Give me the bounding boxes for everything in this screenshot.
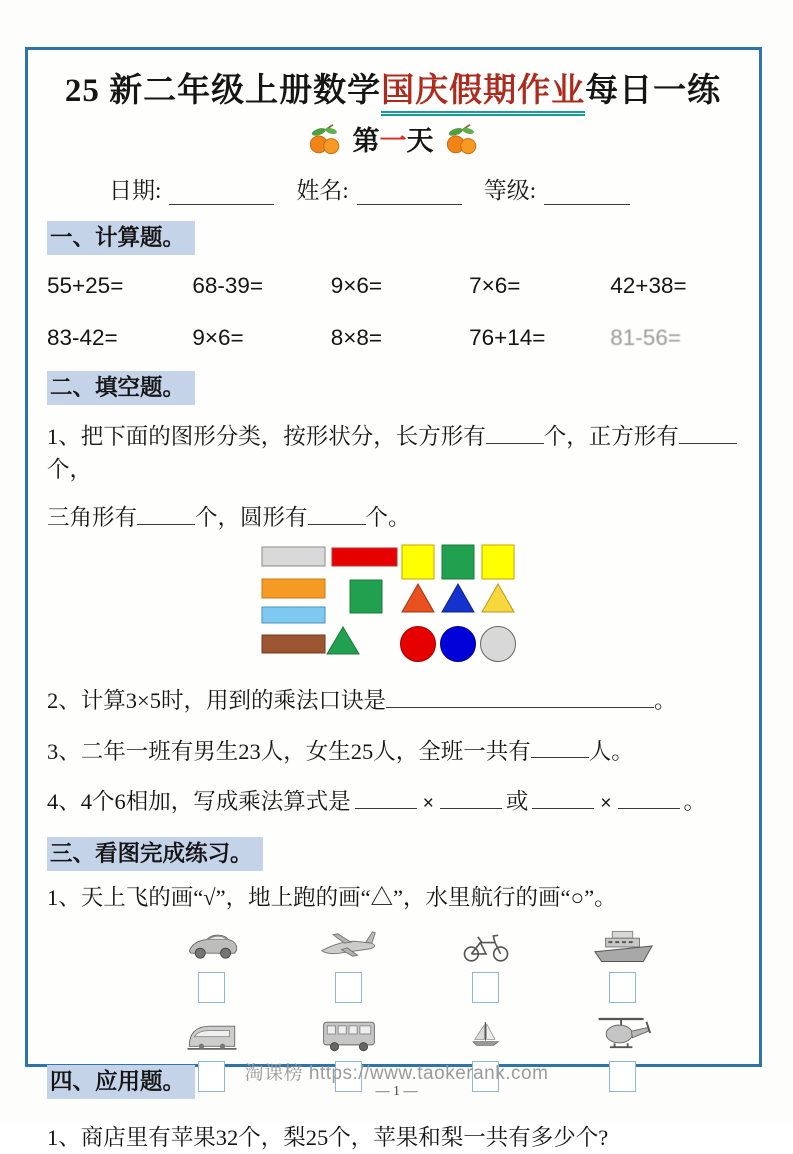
q2-text: 。 [653,687,677,713]
date-blank-line [169,178,274,205]
fill-q4 [47,782,739,819]
q2-text: 2、计算3×5时，用到的乘法口诀是 [47,687,386,713]
shape-rect [262,547,325,566]
q1-text: 1、把下面的图形分类，按形状分，长方形有 [47,424,486,450]
sailboat-icon [417,1010,554,1058]
shape-rect [262,607,325,623]
tangerine-icon [444,123,480,155]
bus-icon [280,1010,417,1058]
title-highlight: 国庆假期作业 [381,73,585,116]
answer-box-bicycle [472,972,499,1003]
answer-blank [532,782,594,809]
q1-text: 个，圆形有 [195,505,308,531]
title-prefix: 25 新二年级上册数学 [64,73,382,109]
q1-text: 个， [47,456,93,482]
q1-text: 三角形有 [47,505,138,531]
answer-blank [386,681,654,708]
shape-circle [441,626,476,661]
train-icon [143,1010,280,1058]
shape-triangle [442,584,474,612]
answer-blank [137,498,195,525]
calc-problem-grid [47,273,739,351]
q1-text: 个，正方形有 [543,424,679,450]
answer-box-cell [554,969,691,1010]
page-content [28,50,759,1154]
calc-problem: 42+38= [610,273,687,299]
day-number: 一 [379,126,407,156]
calc-problem: 76+14= [469,325,546,351]
shapes-figure [258,543,528,667]
shape-circle [481,626,516,661]
day-row [47,119,739,158]
airplane-icon [280,921,417,969]
tangerine-icon [307,123,343,155]
look-q1: 1、天上飞的画“√”，地上跑的画“△”，水里航行的画“○”。 [47,884,617,910]
q4-text: 。 [683,789,707,814]
grade-blank-line [544,178,630,205]
shape-triangle [327,627,359,654]
name-field [296,172,461,205]
calc-problem: 9×6= [192,325,244,351]
answer-box-ship [609,972,636,1003]
grade-label: 等级: [483,178,537,203]
grade-field [484,172,630,205]
name-blank-line [357,178,462,205]
helicopter-icon [554,1010,691,1058]
fill-q1-line2 [47,498,739,535]
answer-blank [308,498,366,525]
car-icon [143,921,280,969]
shape-triangle [402,584,434,612]
answer-box-car [198,972,225,1003]
answer-box-cell [280,969,417,1010]
q4-text: 或 [505,789,529,814]
q4-text: 4、4个6相加，写成乘法算式是 [47,789,351,814]
header-fields [47,172,739,205]
day-label [353,119,434,158]
fill-q1-line1 [47,417,739,486]
answer-box-airplane [335,972,362,1003]
calc-problem: 9×6= [330,273,383,299]
footer-watermark: 淘课榜 https://www.taokerank.com [244,1063,549,1084]
answer-box-cell [417,969,554,1010]
bicycle-icon [417,921,554,969]
answer-blank [679,417,737,444]
name-label: 姓名: [296,178,349,203]
q3-text: 3、二年一班有男生23人，女生25人，全班一共有 [47,738,531,764]
shape-square [482,545,514,579]
shape-square [402,545,434,579]
shape-circle [401,626,436,661]
answer-blank [440,782,502,809]
answer-blank [355,782,417,809]
day-post: 天 [406,126,434,156]
calc-problem: 55+25= [47,273,124,299]
title-suffix: 每日一练 [585,73,722,109]
shape-triangle [482,584,514,612]
calc-problem: 8×8= [330,325,383,351]
section-1-heading: 一、计算题。 [47,221,195,255]
shape-rect [262,635,325,653]
answer-blank [531,732,589,759]
date-field [109,172,274,205]
calc-problem: 68-39= [192,273,263,299]
shape-square [442,545,474,579]
multiply-sign: × [600,793,612,814]
section-3-heading: 三、看图完成练习。 [47,837,263,871]
calc-problem: 7×6= [469,273,521,299]
day-pre: 第 [352,126,380,156]
ship-icon [554,921,691,969]
calc-problem: 81-56= [610,325,681,351]
page-number: — 1 — [375,1084,418,1099]
fill-q2 [47,681,739,718]
shape-rect [332,548,397,566]
date-label: 日期: [109,178,162,203]
shape-square [350,580,382,613]
q3-text: 人。 [588,738,634,764]
shape-rect [262,579,325,598]
applied-q1: 1、商店里有苹果32个，梨25个，苹果和梨一共有多少个? [47,1124,609,1150]
q1-text: 个。 [365,505,411,531]
calc-problem: 83-42= [47,325,118,351]
fill-q3 [47,732,739,769]
section-2-heading: 二、填空题。 [47,371,195,405]
section-4-heading: 四、应用题。 [47,1065,195,1099]
answer-blank [618,782,680,809]
page-title [47,64,739,111]
multiply-sign: × [422,793,434,814]
answer-box-cell [143,969,280,1010]
answer-blank [486,417,544,444]
